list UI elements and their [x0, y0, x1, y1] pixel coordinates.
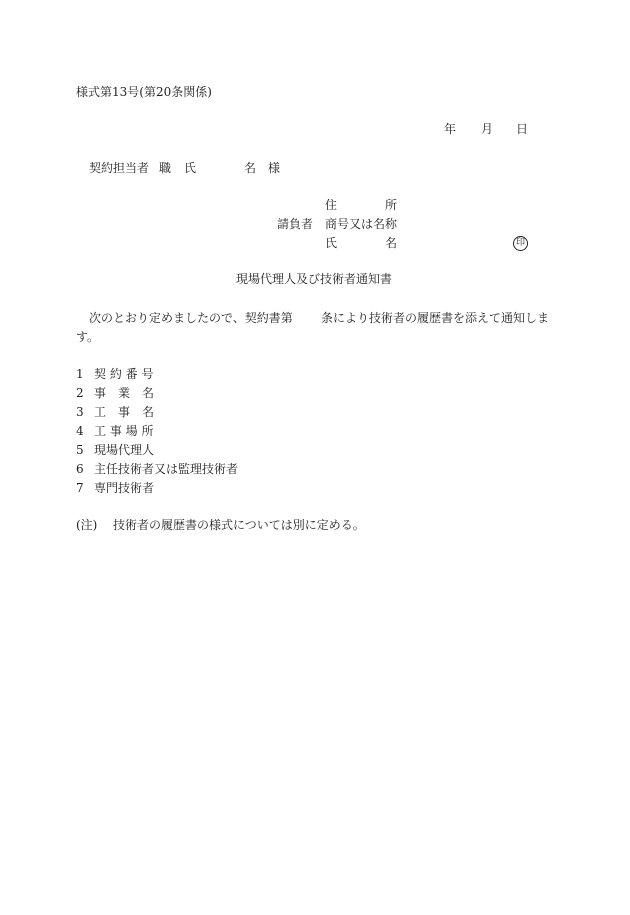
contractor-address-1: 住 [325, 198, 338, 212]
list-item-number: 1 [76, 367, 84, 381]
note-text: 技術者の履歴書の様式については別に定める。 [113, 518, 365, 532]
list-item-number: 6 [76, 462, 84, 476]
list-item-label: 現場代理人 [94, 443, 155, 457]
list-item [76, 368, 153, 380]
note-label: (注) [76, 518, 98, 532]
addressee-role: 契約担当者 [89, 161, 150, 175]
addressee-name-2: 名 [244, 161, 257, 175]
list-item-number: 5 [76, 443, 84, 457]
list-item-label: 主任技術者又は監理技術者 [94, 462, 239, 476]
body-line-2: す。 [76, 330, 100, 344]
contractor-company: 商号又は名称 [325, 217, 398, 231]
list-item [76, 444, 154, 456]
form-number: 様式第13号(第20条関係) [76, 85, 212, 99]
addressee-name-1: 氏 [184, 161, 197, 175]
list-item [76, 406, 154, 418]
document-title: 現場代理人及び技術者通知書 [236, 272, 393, 286]
date-day-label: 日 [516, 122, 529, 136]
list-item-label: 専門技術者 [94, 481, 155, 495]
list-item [76, 425, 153, 437]
list-item [76, 463, 238, 475]
contractor-name-2: 名 [385, 236, 398, 250]
body-line-1a: 次のとおり定めましたので、契約書第 [89, 311, 293, 325]
list-item-number: 2 [76, 386, 84, 400]
list-item-number: 3 [76, 405, 84, 419]
body-line-1b: 条により技術者の履歴書を添えて通知しま [321, 311, 550, 325]
contractor-label: 請負者 [277, 217, 314, 231]
list-item-label: 事 業 名 [94, 386, 155, 400]
list-item [76, 482, 154, 494]
list-item [76, 387, 154, 399]
list-item-label: 工 事 名 [94, 405, 155, 419]
date-year-label: 年 [444, 122, 457, 136]
list-item-number: 7 [76, 481, 84, 495]
list-item-label: 契 約 番 号 [94, 367, 154, 381]
addressee-position: 職 [159, 161, 172, 175]
date-month-label: 月 [481, 122, 494, 136]
contractor-name-1: 氏 [325, 236, 338, 250]
addressee-honorific: 様 [268, 161, 281, 175]
list-item-label: 工 事 場 所 [94, 424, 154, 438]
list-item-number: 4 [76, 424, 84, 438]
contractor-address-2: 所 [385, 198, 398, 212]
seal-mark: 印 [513, 236, 528, 251]
